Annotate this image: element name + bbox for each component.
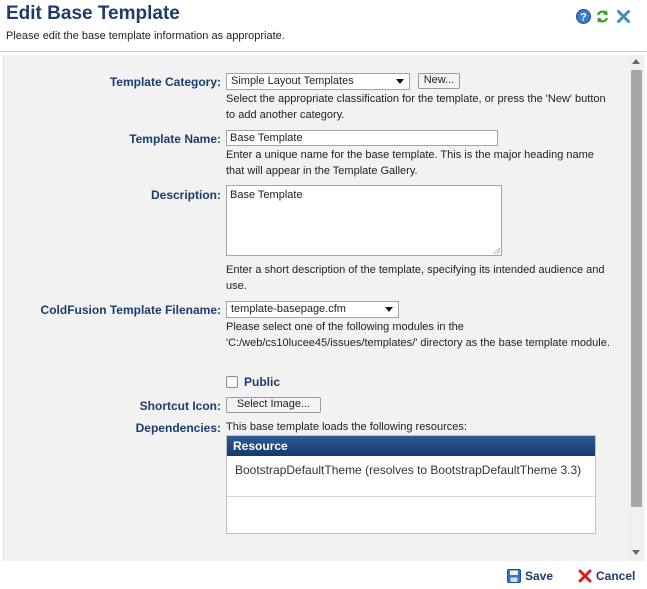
page-title: Edit Base Template bbox=[6, 3, 180, 24]
header-divider bbox=[0, 51, 647, 52]
form-panel bbox=[3, 55, 628, 561]
template-category-value: Simple Layout Templates bbox=[231, 75, 354, 87]
description-help: Enter a short description of the template, specifying its intended audience and use. bbox=[226, 264, 605, 292]
vertical-scrollbar[interactable] bbox=[628, 55, 645, 561]
scroll-thumb[interactable] bbox=[631, 70, 642, 507]
resource-column-header: Resource bbox=[227, 436, 595, 456]
description-label: Description: bbox=[150, 188, 221, 202]
scroll-down-icon[interactable] bbox=[632, 550, 640, 555]
filename-help: Please select one of the following modules in the 'C:/web/cs10lucee45/issues/templates/' directory as the base template module. bbox=[226, 321, 610, 349]
scroll-up-icon[interactable] bbox=[632, 59, 640, 64]
public-checkbox[interactable] bbox=[226, 376, 238, 388]
select-image-button[interactable]: Select Image... bbox=[226, 397, 321, 413]
cancel-icon bbox=[578, 569, 592, 583]
dependencies-table bbox=[226, 435, 596, 534]
svg-text:?: ? bbox=[580, 11, 587, 24]
close-icon[interactable] bbox=[616, 9, 631, 24]
template-category-select[interactable] bbox=[226, 73, 410, 90]
template-category-label: Template Category: bbox=[109, 75, 221, 89]
chevron-down-icon bbox=[385, 307, 393, 312]
filename-select[interactable] bbox=[226, 301, 399, 318]
template-name-help: Enter a unique name for the base template. This is the major heading name that will appear in the Template Gallery. bbox=[226, 149, 594, 177]
new-category-button[interactable]: New... bbox=[418, 73, 460, 89]
filename-value: template-basepage.cfm bbox=[231, 303, 346, 315]
help-icon[interactable] bbox=[576, 9, 591, 24]
template-category-help: Select the appropriate classification for the template, or press the 'New' button to add another category. bbox=[226, 93, 606, 121]
page-subtitle: Please edit the base template information as appropriate. bbox=[6, 30, 285, 42]
dependencies-intro: This base template loads the following resources: bbox=[226, 421, 467, 433]
template-name-input[interactable]: Base Template bbox=[226, 130, 498, 146]
dependencies-label: Dependencies: bbox=[135, 421, 221, 435]
description-textarea[interactable] bbox=[226, 185, 502, 256]
filename-label: ColdFusion Template Filename: bbox=[40, 303, 221, 317]
save-label: Save bbox=[525, 569, 554, 583]
description-value: Base Template bbox=[230, 189, 303, 201]
save-icon bbox=[507, 569, 521, 583]
refresh-icon[interactable] bbox=[595, 9, 610, 24]
shortcut-icon-label: Shortcut Icon: bbox=[139, 399, 221, 413]
template-name-label: Template Name: bbox=[129, 132, 221, 146]
resize-handle-icon[interactable] bbox=[493, 247, 500, 254]
table-row: BootstrapDefaultTheme (resolves to BootstrapDefaultTheme 3.3) bbox=[227, 456, 595, 497]
public-label[interactable]: Public bbox=[244, 375, 281, 389]
cancel-label: Cancel bbox=[596, 569, 636, 583]
chevron-down-icon bbox=[396, 79, 404, 84]
